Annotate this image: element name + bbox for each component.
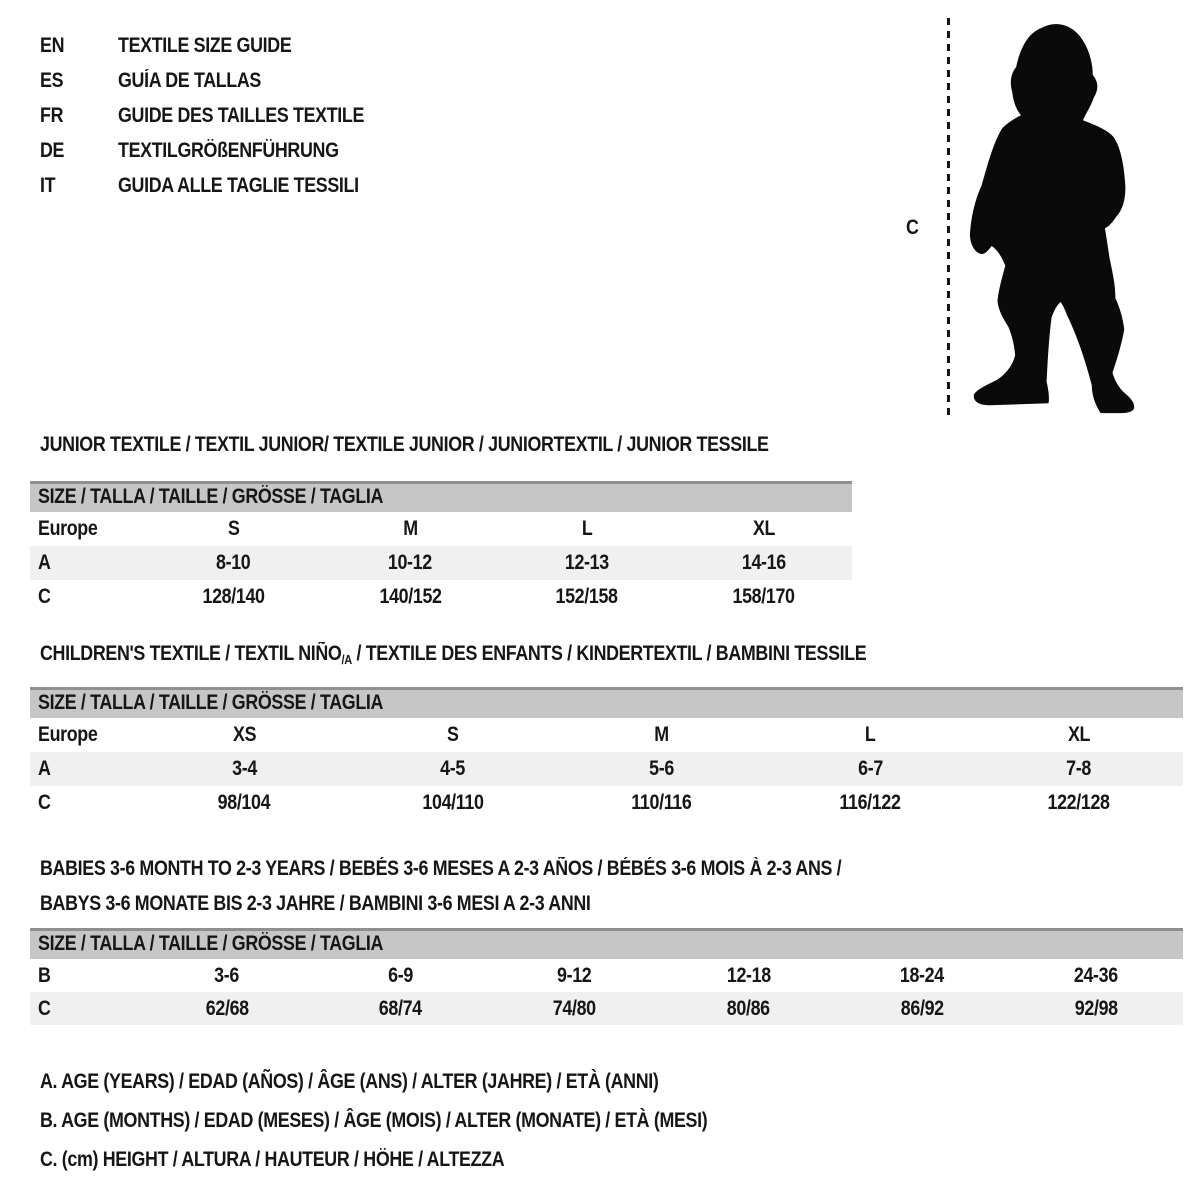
babies-heading-line1: BABIES 3-6 MONTH TO 2-3 YEARS / BEBÉS 3-6 MESES A 2-3 AÑOS / BÉBÉS 3-6 MOIS À 2-3 ANS / bbox=[40, 857, 842, 880]
legend-text-a: A. AGE (YEARS) / EDAD (AÑOS) / ÂGE (ANS) / ALTER (JAHRE) / ETÀ (ANNI) bbox=[40, 1070, 659, 1093]
age-cell: 4-5 bbox=[440, 757, 466, 780]
children-section-heading bbox=[40, 643, 1012, 670]
age-cell: 12-13 bbox=[564, 551, 609, 574]
months-cell: 3-6 bbox=[214, 964, 240, 987]
language-title-list bbox=[40, 28, 407, 203]
measure-legend bbox=[40, 1062, 825, 1179]
language-row-es bbox=[40, 63, 407, 98]
height-measure-label: C bbox=[906, 216, 919, 239]
babies-size-table bbox=[30, 928, 1183, 1025]
junior-heading-text: JUNIOR TEXTILE / TEXTIL JUNIOR/ TEXTILE JUNIOR / JUNIORTEXTIL / JUNIOR TESSILE bbox=[40, 433, 769, 456]
height-cell: 116/122 bbox=[839, 791, 901, 814]
language-row-fr bbox=[40, 98, 407, 133]
size-cell: S bbox=[227, 517, 240, 540]
months-cell: 6-9 bbox=[388, 964, 414, 987]
junior-size-table bbox=[30, 481, 852, 614]
size-bar-label: SIZE / TALLA / TAILLE / GRÖSSE / TAGLIA bbox=[38, 932, 384, 955]
legend-text-b: B. AGE (MONTHS) / EDAD (MESES) / ÂGE (MOIS) / ALTER (MONATE) / ETÀ (MESI) bbox=[40, 1109, 708, 1132]
toddler-silhouette-icon bbox=[966, 16, 1138, 420]
children-heading-text bbox=[40, 643, 866, 670]
age-cell: 3-4 bbox=[231, 757, 257, 780]
height-cell: 110/116 bbox=[631, 791, 692, 814]
row-label: C bbox=[38, 997, 51, 1020]
children-heading-rest: / TEXTILE DES ENFANTS / KINDERTEXTIL / BAMBINI TESSILE bbox=[351, 642, 867, 665]
babies-heading-line2: BABYS 3-6 MONATE BIS 2-3 JAHRE / BAMBINI 3-6 MESI A 2-3 ANNI bbox=[40, 892, 591, 915]
age-cell: 5-6 bbox=[649, 757, 674, 780]
row-label: B bbox=[38, 964, 51, 987]
row-label: A bbox=[38, 551, 51, 574]
height-cell: 158/170 bbox=[732, 585, 795, 608]
size-cell: L bbox=[864, 723, 876, 746]
junior-section-heading bbox=[40, 434, 897, 455]
age-cell: 10-12 bbox=[388, 551, 433, 574]
guide-title: TEXTILGRÖßENFÜHRUNG bbox=[118, 139, 339, 162]
height-cell: 122/128 bbox=[1047, 791, 1110, 814]
table-row-height bbox=[30, 786, 1183, 820]
months-cell: 9-12 bbox=[557, 964, 592, 987]
height-cell: 80/86 bbox=[726, 997, 770, 1020]
size-cell: XL bbox=[1067, 723, 1090, 746]
size-bar-label: SIZE / TALLA / TAILLE / GRÖSSE / TAGLIA bbox=[38, 485, 384, 508]
height-measure-dashed-line bbox=[947, 18, 950, 416]
row-label: A bbox=[38, 757, 51, 780]
language-code: FR bbox=[40, 104, 64, 127]
height-cell: 68/74 bbox=[379, 997, 423, 1020]
legend-line-b bbox=[40, 1101, 825, 1140]
height-cell: 74/80 bbox=[553, 997, 597, 1020]
size-cell: XS bbox=[232, 723, 256, 746]
size-bar bbox=[30, 928, 1183, 959]
months-cell: 24-36 bbox=[1074, 964, 1119, 987]
table-row-height bbox=[30, 580, 852, 614]
months-cell: 12-18 bbox=[726, 964, 771, 987]
row-label: Europe bbox=[38, 517, 98, 540]
size-cell: M bbox=[402, 517, 418, 540]
table-row-months bbox=[30, 959, 1183, 992]
language-row-de bbox=[40, 133, 407, 168]
guide-title: GUIDE DES TAILLES TEXTILE bbox=[118, 104, 365, 127]
children-heading-main: CHILDREN'S TEXTILE / TEXTIL NIÑO bbox=[40, 642, 342, 665]
table-row-height bbox=[30, 992, 1183, 1025]
size-bar bbox=[30, 687, 1183, 718]
height-cell: 140/152 bbox=[379, 585, 442, 608]
babies-section-heading bbox=[40, 851, 983, 921]
row-label: C bbox=[38, 791, 51, 814]
age-cell: 8-10 bbox=[216, 551, 251, 574]
table-row-age bbox=[30, 546, 852, 580]
legend-line-c bbox=[40, 1140, 825, 1179]
table-row-age bbox=[30, 752, 1183, 786]
language-row-it bbox=[40, 168, 407, 203]
age-cell: 14-16 bbox=[741, 551, 786, 574]
language-code: ES bbox=[40, 69, 64, 92]
size-cell: L bbox=[581, 517, 593, 540]
months-cell: 18-24 bbox=[900, 964, 945, 987]
size-cell: S bbox=[447, 723, 459, 746]
guide-title: TEXTILE SIZE GUIDE bbox=[118, 34, 292, 57]
height-cell: 92/98 bbox=[1074, 997, 1118, 1020]
height-cell: 152/158 bbox=[555, 585, 618, 608]
height-cell: 98/104 bbox=[218, 791, 271, 814]
size-cell: XL bbox=[752, 517, 775, 540]
language-code: DE bbox=[40, 139, 65, 162]
age-cell: 7-8 bbox=[1066, 757, 1092, 780]
children-size-table bbox=[30, 687, 1183, 820]
legend-text-c: C. (cm) HEIGHT / ALTURA / HAUTEUR / HÖHE / ALTEZZA bbox=[40, 1148, 505, 1171]
height-cell: 62/68 bbox=[205, 997, 249, 1020]
height-cell: 104/110 bbox=[422, 791, 484, 814]
children-heading-subscript: /A bbox=[341, 652, 352, 667]
table-row-europe bbox=[30, 718, 1183, 752]
table-row-europe bbox=[30, 512, 852, 546]
size-bar-label: SIZE / TALLA / TAILLE / GRÖSSE / TAGLIA bbox=[38, 691, 384, 714]
legend-line-a bbox=[40, 1062, 825, 1101]
height-cell: 128/140 bbox=[202, 585, 265, 608]
height-cell: 86/92 bbox=[900, 997, 944, 1020]
age-cell: 6-7 bbox=[857, 757, 883, 780]
language-code: IT bbox=[40, 174, 56, 197]
size-bar bbox=[30, 481, 852, 512]
guide-title: GUÍA DE TALLAS bbox=[118, 69, 261, 92]
row-label: Europe bbox=[38, 723, 98, 746]
language-code: EN bbox=[40, 34, 65, 57]
size-cell: M bbox=[654, 723, 669, 746]
row-label: C bbox=[38, 585, 51, 608]
language-row-en bbox=[40, 28, 407, 63]
guide-title: GUIDA ALLE TAGLIE TESSILI bbox=[118, 174, 359, 197]
